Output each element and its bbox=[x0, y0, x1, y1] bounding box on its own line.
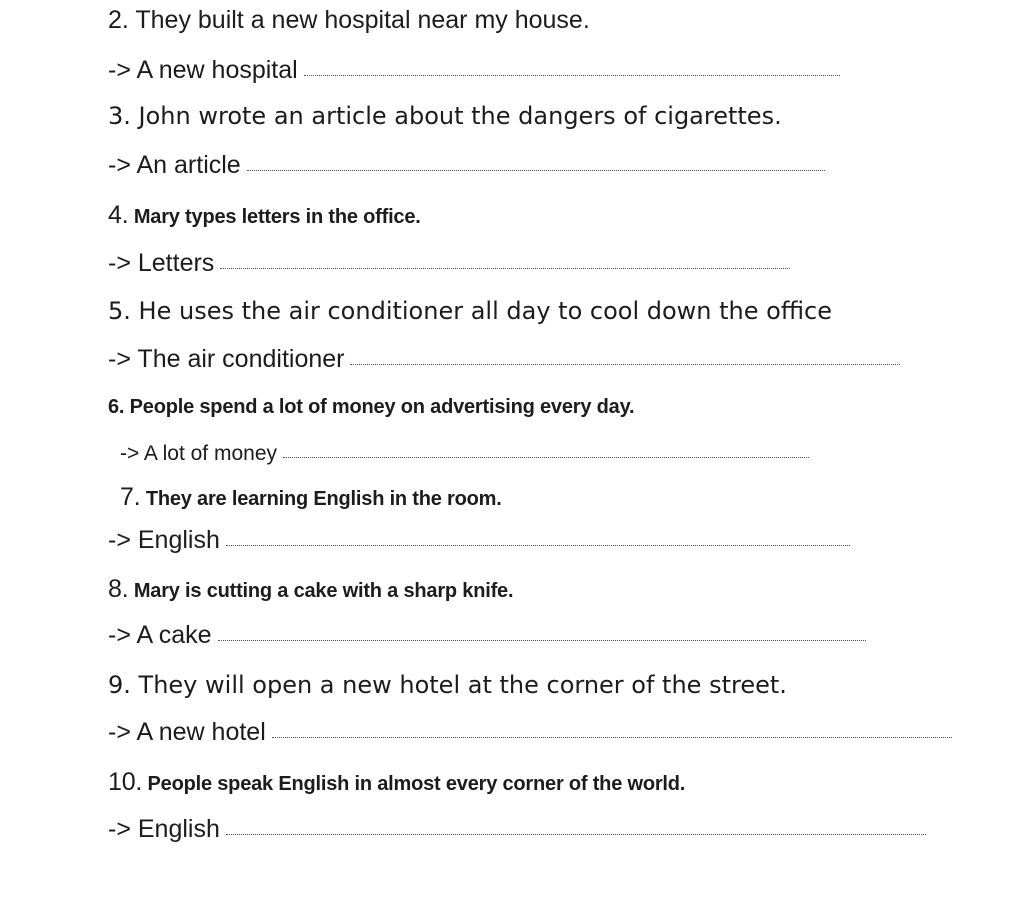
exercise-2-answer-blank[interactable] bbox=[304, 74, 840, 76]
exercise-9-answer bbox=[108, 720, 952, 745]
exercise-10-text: People speak English in almost every corner of the world. bbox=[147, 773, 686, 795]
exercise-9-sentence bbox=[108, 673, 787, 697]
exercise-5-answer-blank[interactable] bbox=[350, 363, 900, 365]
exercise-8-answer-start: -> A cake bbox=[108, 621, 212, 649]
exercise-10-answer-start: -> English bbox=[108, 815, 220, 843]
exercise-5-sentence bbox=[108, 299, 832, 323]
exercise-6-text: People spend a lot of money on advertising every day. bbox=[129, 396, 635, 418]
exercise-8-answer-blank[interactable] bbox=[218, 639, 866, 641]
exercise-4-number: 4. bbox=[108, 201, 129, 229]
exercise-9-number: 9. bbox=[108, 671, 131, 699]
exercise-7-answer bbox=[108, 528, 850, 553]
exercise-5-number: 5. bbox=[108, 297, 131, 325]
exercise-4-answer-start: -> Letters bbox=[108, 249, 215, 277]
exercise-8-text: Mary is cutting a cake with a sharp knife. bbox=[133, 580, 514, 602]
exercise-5-text: He uses the air conditioner all day to cool down the office bbox=[138, 297, 832, 325]
exercise-6-answer-start: -> A lot of money bbox=[120, 442, 278, 465]
exercise-10-number: 10. bbox=[108, 768, 143, 796]
exercise-8-number: 8. bbox=[108, 575, 129, 603]
exercise-2-answer-start: -> A new hospital bbox=[108, 56, 298, 84]
exercise-7-sentence bbox=[120, 485, 502, 510]
exercise-3-answer-blank[interactable] bbox=[247, 169, 825, 171]
exercise-4-sentence bbox=[108, 203, 421, 228]
exercise-4-answer bbox=[108, 251, 790, 276]
exercise-10-answer bbox=[108, 817, 926, 842]
exercise-3-answer bbox=[108, 153, 825, 178]
exercise-10-sentence bbox=[108, 770, 685, 795]
exercise-6-answer bbox=[120, 443, 809, 464]
exercise-2-answer bbox=[108, 58, 840, 83]
exercise-7-answer-start: -> English bbox=[108, 526, 220, 554]
exercise-4-text: Mary types letters in the office. bbox=[133, 206, 421, 228]
exercise-7-text: They are learning English in the room. bbox=[145, 488, 502, 510]
exercise-8-answer bbox=[108, 623, 866, 648]
exercise-3-text: John wrote an article about the dangers of cigarettes. bbox=[138, 102, 782, 130]
exercise-3-answer-start: -> An article bbox=[108, 151, 241, 179]
exercise-6-number: 6. bbox=[108, 396, 125, 418]
exercise-8-sentence bbox=[108, 577, 513, 602]
exercise-3-sentence bbox=[108, 104, 782, 128]
exercise-9-answer-blank[interactable] bbox=[272, 736, 952, 738]
exercise-7-number: 7. bbox=[120, 483, 141, 511]
exercise-2-sentence bbox=[108, 8, 590, 33]
exercise-9-answer-start: -> A new hotel bbox=[108, 718, 266, 746]
exercise-10-answer-blank[interactable] bbox=[226, 833, 926, 835]
exercise-9-text: They will open a new hotel at the corner of the street. bbox=[138, 671, 787, 699]
exercise-2-text: They built a new hospital near my house. bbox=[135, 6, 590, 34]
exercise-6-answer-blank[interactable] bbox=[283, 456, 809, 458]
exercise-7-answer-blank[interactable] bbox=[226, 544, 850, 546]
exercise-4-answer-blank[interactable] bbox=[220, 267, 790, 269]
exercise-5-answer bbox=[108, 347, 900, 372]
exercise-2-number: 2. bbox=[108, 6, 129, 34]
exercise-3-number: 3. bbox=[108, 102, 131, 130]
exercise-6-sentence bbox=[108, 397, 634, 417]
exercise-5-answer-start: -> The air conditioner bbox=[108, 345, 345, 373]
